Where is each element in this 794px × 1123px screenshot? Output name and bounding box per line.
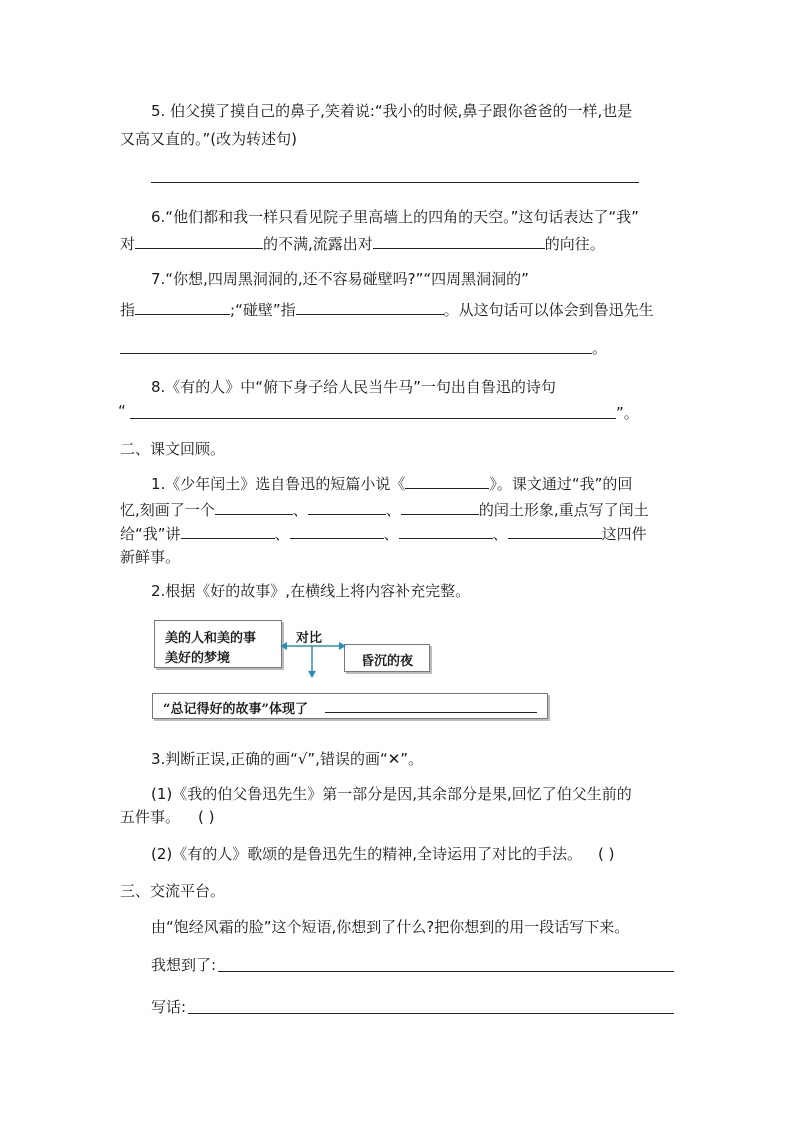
s2q1-text-f: 这四件 bbox=[601, 525, 647, 543]
q8-close-quote: ”。 bbox=[616, 404, 639, 422]
q7-part2: ;“碰壁”指 bbox=[230, 301, 296, 319]
section3-prompt: 由“饱经风霜的脸”这个短语,你想到了什么?把你想到的用一段话写下来。 bbox=[151, 918, 630, 936]
contrast-label: 对比 bbox=[296, 631, 323, 646]
write-label: 写话: bbox=[151, 998, 187, 1016]
thought-label: 我想到了: bbox=[151, 956, 217, 974]
dim-night-scroll bbox=[344, 644, 430, 672]
q7-part1: 指 bbox=[120, 301, 136, 319]
thought-answer-line[interactable] bbox=[218, 971, 674, 972]
s2q3-item2 bbox=[151, 843, 615, 864]
q8-line1: 8.《有的人》中“俯下身子给人民当牛马”一句出自鲁迅的诗句 bbox=[151, 378, 556, 396]
s2q1-blank-image-3[interactable] bbox=[401, 498, 479, 515]
s2q3-item1-line1: (1)《我的伯父鲁迅先生》第一部分是因,其余部分是果,回忆了伯父生前的 bbox=[151, 785, 632, 803]
s2q1-blank-image-1[interactable] bbox=[215, 498, 293, 515]
s2q1-line4: 新鲜事。 bbox=[120, 548, 181, 566]
q7-part4: 。 bbox=[592, 339, 608, 357]
s2q1-text-a: 1.《少年闰土》选自鲁迅的短篇小说《 bbox=[151, 475, 406, 493]
q6-blank-1[interactable] bbox=[135, 232, 263, 249]
q5-line2: 又高又直的。”(改为转述句) bbox=[120, 130, 297, 148]
bottom-scroll-blank[interactable] bbox=[325, 712, 537, 713]
bottom-scroll-text: “总记得好的故事”体现了 bbox=[163, 702, 308, 717]
s2q1-sep: 、 bbox=[274, 525, 290, 543]
scroll1-line1: 美的人和美的事 bbox=[165, 631, 257, 646]
s2q1-line1 bbox=[151, 472, 632, 494]
write-answer-line[interactable] bbox=[188, 1013, 674, 1014]
s2q3-item1-line2 bbox=[120, 806, 215, 827]
s2q1-blank-story-1[interactable] bbox=[181, 522, 275, 539]
s2q3-item2-answer[interactable]: ( ) bbox=[598, 845, 615, 863]
bottom-scroll bbox=[152, 693, 548, 719]
q6-part1: 对 bbox=[120, 235, 136, 253]
s2q1-blank-story-4[interactable] bbox=[508, 522, 602, 539]
q8-blank[interactable] bbox=[130, 418, 616, 419]
q6-line1: 6.“他们都和我一样只看见院子里高墙上的四角的天空。”这句话表达了“我” bbox=[151, 208, 639, 226]
q5-answer-line[interactable] bbox=[151, 182, 639, 183]
s2q1-blank-story-2[interactable] bbox=[290, 522, 384, 539]
s2q2-text: 2.根据《好的故事》,在横线上将内容补充完整。 bbox=[151, 582, 471, 600]
q6-part3: 的向往。 bbox=[544, 235, 605, 253]
q7-line2 bbox=[120, 298, 654, 320]
section2-title: 二、课文回顾。 bbox=[120, 440, 226, 458]
q6-part2: 的不满,流露出对 bbox=[263, 235, 373, 253]
s2q3-item1-answer[interactable]: ( ) bbox=[198, 808, 215, 826]
q7-line1: 7.“你想,四周黑洞洞的,还不容易碰壁吗?”“四周黑洞洞的” bbox=[151, 270, 529, 288]
s2q1-blank-image-2[interactable] bbox=[308, 498, 386, 515]
s2q1-line2 bbox=[120, 498, 649, 520]
q6-line2 bbox=[120, 232, 605, 254]
q8-open-quote: “ bbox=[118, 402, 126, 420]
q7-blank-2[interactable] bbox=[296, 298, 444, 315]
section3-title: 三、交流平台。 bbox=[120, 882, 226, 900]
s2q1-sep: 、 bbox=[383, 525, 399, 543]
scroll2-text: 昏沉的夜 bbox=[361, 654, 414, 669]
s2q1-sep: 、 bbox=[385, 501, 401, 519]
q7-blank-3[interactable] bbox=[120, 353, 592, 354]
beautiful-things-scroll bbox=[154, 620, 282, 668]
s2q1-blank-novel[interactable] bbox=[405, 472, 489, 489]
s2q1-sep: 、 bbox=[492, 525, 508, 543]
s2q1-text-d: 的闰土形象,重点写了闰土 bbox=[478, 501, 649, 519]
s2q3-text: 3.判断正误,正确的画“√”,错误的画“✕”。 bbox=[151, 750, 424, 768]
s2q1-line3 bbox=[120, 522, 647, 544]
s2q1-blank-story-3[interactable] bbox=[399, 522, 493, 539]
q5-line1: 5. 伯父摸了摸自己的鼻子,笑着说:“我小的时候,鼻子跟你爸爸的一样,也是 bbox=[151, 102, 633, 120]
s2q1-sep: 、 bbox=[292, 501, 308, 519]
s2q3-item2-text: (2)《有的人》歌颂的是鲁迅先生的精神,全诗运用了对比的手法。 bbox=[151, 845, 583, 863]
contrast-arrows-icon bbox=[280, 638, 346, 678]
s2q1-text-c: 忆,刻画了一个 bbox=[120, 501, 215, 519]
q7-blank-1[interactable] bbox=[135, 298, 230, 315]
s2q3-item1-text: 五件事。 bbox=[120, 808, 181, 826]
scroll1-line2: 美好的梦境 bbox=[165, 651, 231, 666]
q6-blank-2[interactable] bbox=[373, 232, 545, 249]
s2q1-text-e: 给“我”讲 bbox=[120, 525, 181, 543]
s2q1-text-b: 》。课文通过“我”的回 bbox=[489, 475, 633, 493]
q7-part3: 。从这句话可以体会到鲁迅先生 bbox=[443, 301, 654, 319]
